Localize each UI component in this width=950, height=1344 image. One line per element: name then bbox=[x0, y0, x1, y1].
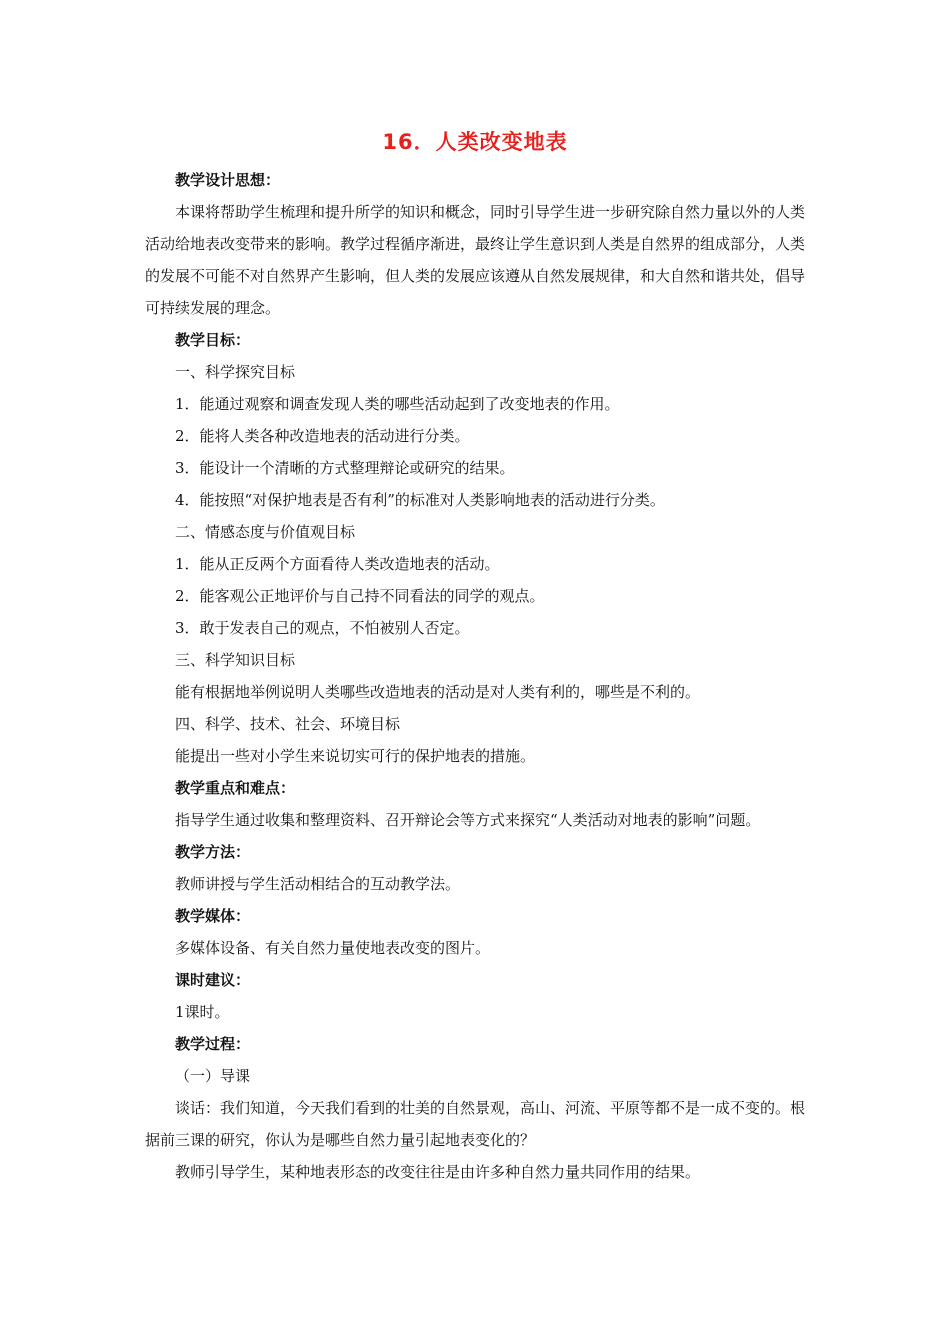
objective-section-title: 四、科学、技术、社会、环境目标 bbox=[175, 715, 401, 733]
objective-section-title: 二、情感态度与价值观目标 bbox=[175, 523, 356, 541]
objectives-heading: 教学目标： bbox=[175, 331, 251, 349]
objective-item: 2．能客观公正地评价与自己持不同看法的同学的观点。 bbox=[175, 587, 545, 605]
objective-section-title: 三、科学知识目标 bbox=[175, 651, 296, 669]
objective-section-title: 一、科学探究目标 bbox=[175, 363, 296, 381]
method-text: 教师讲授与学生活动相结合的互动教学法。 bbox=[175, 875, 461, 893]
method-heading: 教学方法： bbox=[175, 843, 251, 861]
objective-item: 4．能按照“对保护地表是否有利”的标准对人类影响地表的活动进行分类。 bbox=[175, 491, 665, 509]
key-points-text: 指导学生通过收集和整理资料、召开辩论会等方式来探究“人类活动对地表的影响”问题。 bbox=[175, 811, 761, 829]
objective-item: 3．敢于发表自己的观点，不怕被别人否定。 bbox=[175, 619, 470, 637]
objective-item: 1．能从正反两个方面看待人类改造地表的活动。 bbox=[175, 555, 500, 573]
document-body bbox=[145, 164, 805, 1188]
objective-item: 能有根据地举例说明人类哪些改造地表的活动是对人类有利的，哪些是不利的。 bbox=[175, 683, 701, 701]
objective-item: 1．能通过观察和调查发现人类的哪些活动起到了改变地表的作用。 bbox=[175, 395, 620, 413]
design-thinking-heading: 教学设计思想： bbox=[175, 171, 281, 189]
process-paragraph: 教师引导学生，某种地表形态的改变往往是由许多种自然力量共同作用的结果。 bbox=[175, 1163, 701, 1181]
media-text: 多媒体设备、有关自然力量使地表改变的图片。 bbox=[175, 939, 491, 957]
design-thinking-text: 本课将帮助学生梳理和提升所学的知识和概念，同时引导学生进一步研究除自然力量以外的人类活动给地表改变带来的影响。教学过程循序渐进，最终让学生意识到人类是自然界的组成部分，人类的发展不可能不对自然界产生影响，但人类的发展应该遵从自然发展规律，和大自然和谐共处，倡导可持续发展的理念。 bbox=[145, 203, 806, 317]
objective-item: 能提出一些对小学生来说切实可行的保护地表的措施。 bbox=[175, 747, 536, 765]
key-points-heading: 教学重点和难点： bbox=[175, 779, 296, 797]
process-step-title: （一）导课 bbox=[175, 1067, 251, 1085]
hours-heading: 课时建议： bbox=[175, 971, 251, 989]
objective-item: 3．能设计一个清晰的方式整理辩论或研究的结果。 bbox=[175, 459, 515, 477]
hours-text: 1课时。 bbox=[175, 1003, 230, 1021]
objective-item: 2．能将人类各种改造地表的活动进行分类。 bbox=[175, 427, 470, 445]
document-title: 16．人类改变地表 bbox=[382, 130, 568, 154]
process-heading: 教学过程： bbox=[175, 1035, 251, 1053]
process-paragraph: 谈话：我们知道，今天我们看到的壮美的自然景观，高山、河流、平原等都不是一成不变的。根据前三课的研究，你认为是哪些自然力量引起地表变化的？ bbox=[145, 1099, 806, 1149]
media-heading: 教学媒体： bbox=[175, 907, 251, 925]
